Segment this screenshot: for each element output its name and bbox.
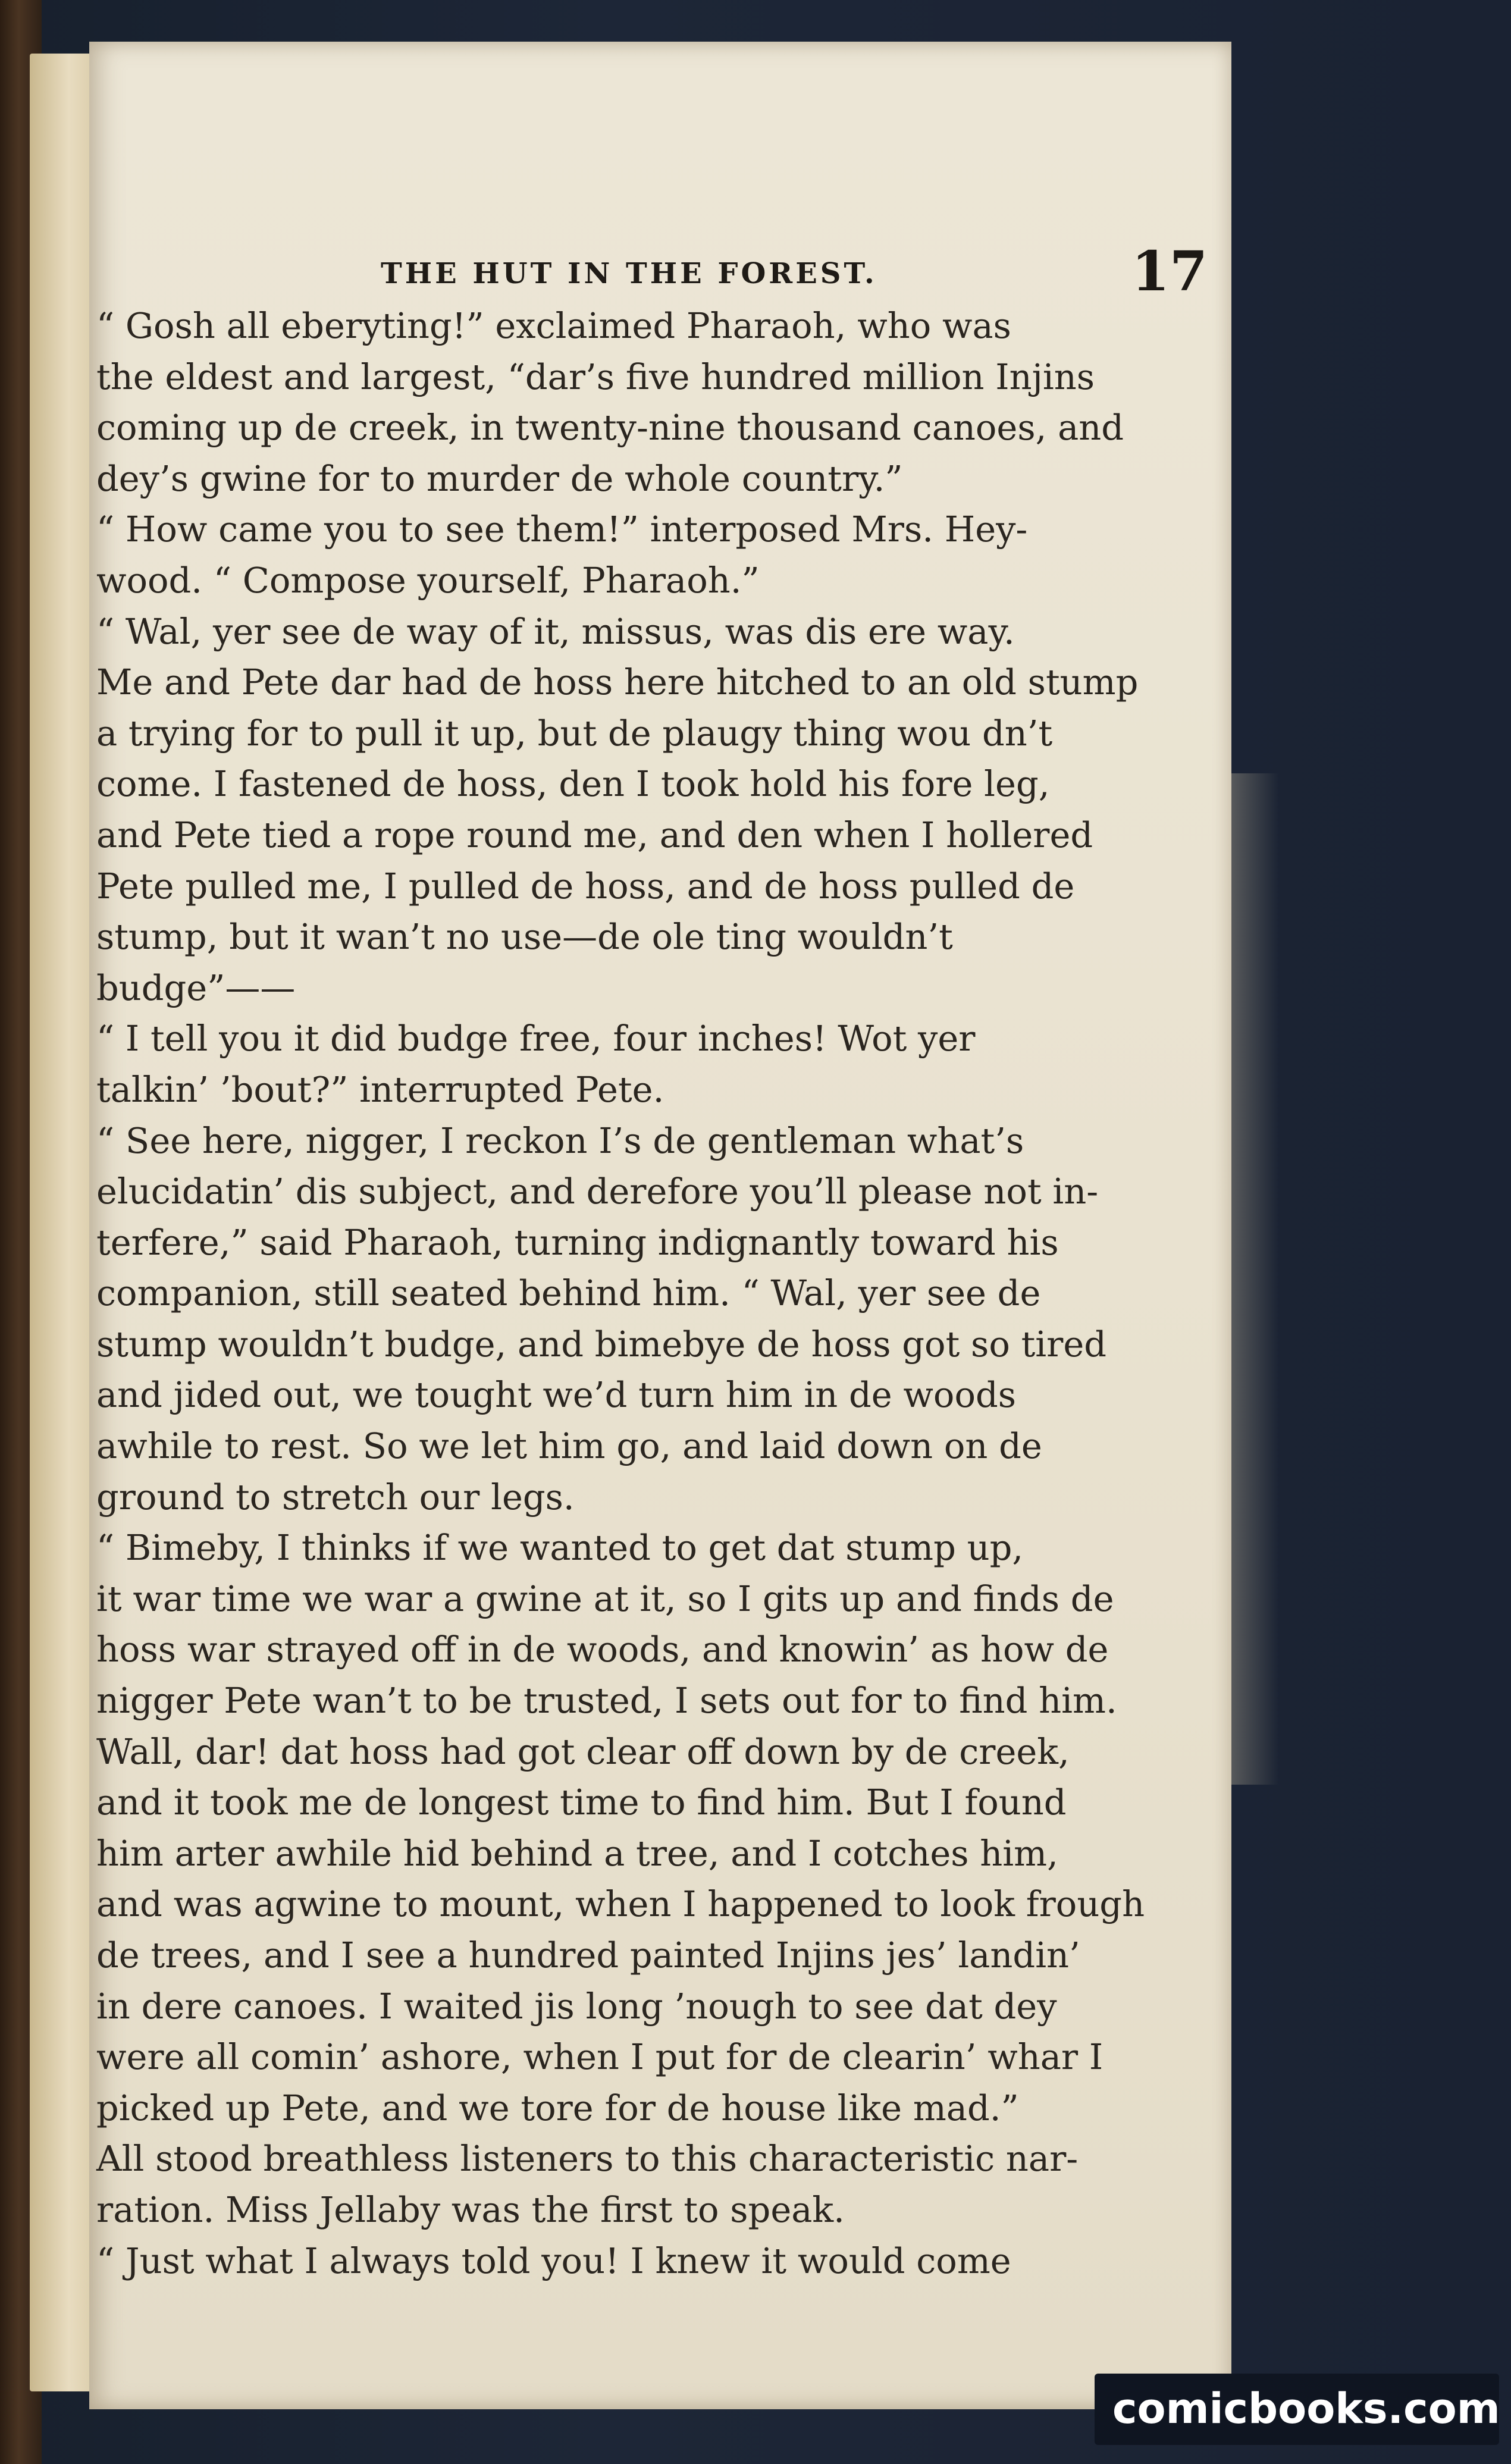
text-line: come. I fastened de hoss, den I took hold his fore leg, <box>96 763 1050 805</box>
text-line: wood. “ Compose yourself, Pharaoh.” <box>96 559 760 601</box>
text-line: picked up Pete, and we tore for de house like mad.” <box>96 2087 1019 2128</box>
text-line: dey’s gwine for to murder de whole country.” <box>96 457 903 499</box>
body-text <box>96 300 1215 2286</box>
text-line: and was agwine to mount, when I happened to look frough <box>96 1883 1145 1925</box>
text-line: “ See here, nigger, I reckon I’s de gentleman what’s <box>96 1120 1024 1161</box>
show-through-shadow <box>1231 773 1279 1785</box>
text-line: the eldest and largest, “dar’s five hundred million Injins <box>96 356 1095 397</box>
text-line: terfere,” said Pharaoh, turning indignantly toward his <box>96 1221 1059 1263</box>
text-line: nigger Pete wan’t to be trusted, I sets out for to find him. <box>96 1680 1117 1722</box>
text-line: it war time we war a gwine at it, so I gits up and finds de <box>96 1578 1114 1619</box>
text-line: and jided out, we tought we’d turn him in de woods <box>96 1374 1017 1416</box>
text-line: a trying for to pull it up, but de plaugy thing wou dn’t <box>96 712 1053 754</box>
text-line: elucidatin’ dis subject, and derefore you’ll please not in- <box>96 1171 1099 1212</box>
text-line: stump wouldn’t budge, and bimebye de hoss got so tired <box>96 1323 1107 1365</box>
text-line: awhile to rest. So we let him go, and laid down on de <box>96 1425 1042 1467</box>
text-line: him arter awhile hid behind a tree, and I cotches him, <box>96 1832 1058 1874</box>
text-line: Wall, dar! dat hoss had got clear off down by de creek, <box>96 1731 1070 1772</box>
text-line: “ Just what I always told you! I knew it would come <box>96 2240 1011 2281</box>
text-line: “ How came you to see them!” interposed Mrs. Hey- <box>96 509 1028 550</box>
text-line: All stood breathless listeners to this characteristic nar- <box>96 2138 1079 2180</box>
running-title: THE HUT IN THE FOREST. <box>381 257 877 290</box>
text-line: “ Gosh all eberyting!” exclaimed Pharaoh, who was <box>96 305 1011 346</box>
text-line: coming up de creek, in twenty-nine thousand canoes, and <box>96 407 1124 449</box>
text-line: budge”—— <box>96 967 296 1008</box>
text-line: hoss war strayed off in de woods, and knowin’ as how de <box>96 1629 1109 1670</box>
text-line: Pete pulled me, I pulled de hoss, and de hoss pulled de <box>96 865 1075 907</box>
text-line: and Pete tied a rope round me, and den when I hollered <box>96 814 1093 855</box>
text-line: de trees, and I see a hundred painted Injins jes’ landin’ <box>96 1935 1080 1976</box>
text-line: Me and Pete dar had de hoss here hitched to an old stump <box>96 662 1139 703</box>
text-line: “ Bimeby, I thinks if we wanted to get dat stump up, <box>96 1527 1024 1569</box>
text-line: ration. Miss Jellaby was the first to speak. <box>96 2189 845 2230</box>
watermark-badge <box>1095 2374 1499 2445</box>
page-number: 17 <box>1131 239 1208 303</box>
text-line: were all comin’ ashore, when I put for de clearin’ whar I <box>96 2036 1104 2078</box>
text-line: stump, but it wan’t no use—de ole ting wouldn’t <box>96 916 953 958</box>
text-line: in dere canoes. I waited jis long ’nough to see dat dey <box>96 1985 1057 2027</box>
watermark-text: comicbooks.com <box>1112 2384 1500 2433</box>
text-line: and it took me de longest time to find him. But I found <box>96 1782 1067 1823</box>
text-line: ground to stretch our legs. <box>96 1476 575 1518</box>
text-line: talkin’ ’bout?” interrupted Pete. <box>96 1068 664 1110</box>
text-line: “ Wal, yer see de way of it, missus, was dis ere way. <box>96 610 1015 652</box>
text-line: companion, still seated behind him. “ Wal, yer see de <box>96 1272 1041 1314</box>
text-line: “ I tell you it did budge free, four inches! Wot yer <box>96 1018 976 1059</box>
